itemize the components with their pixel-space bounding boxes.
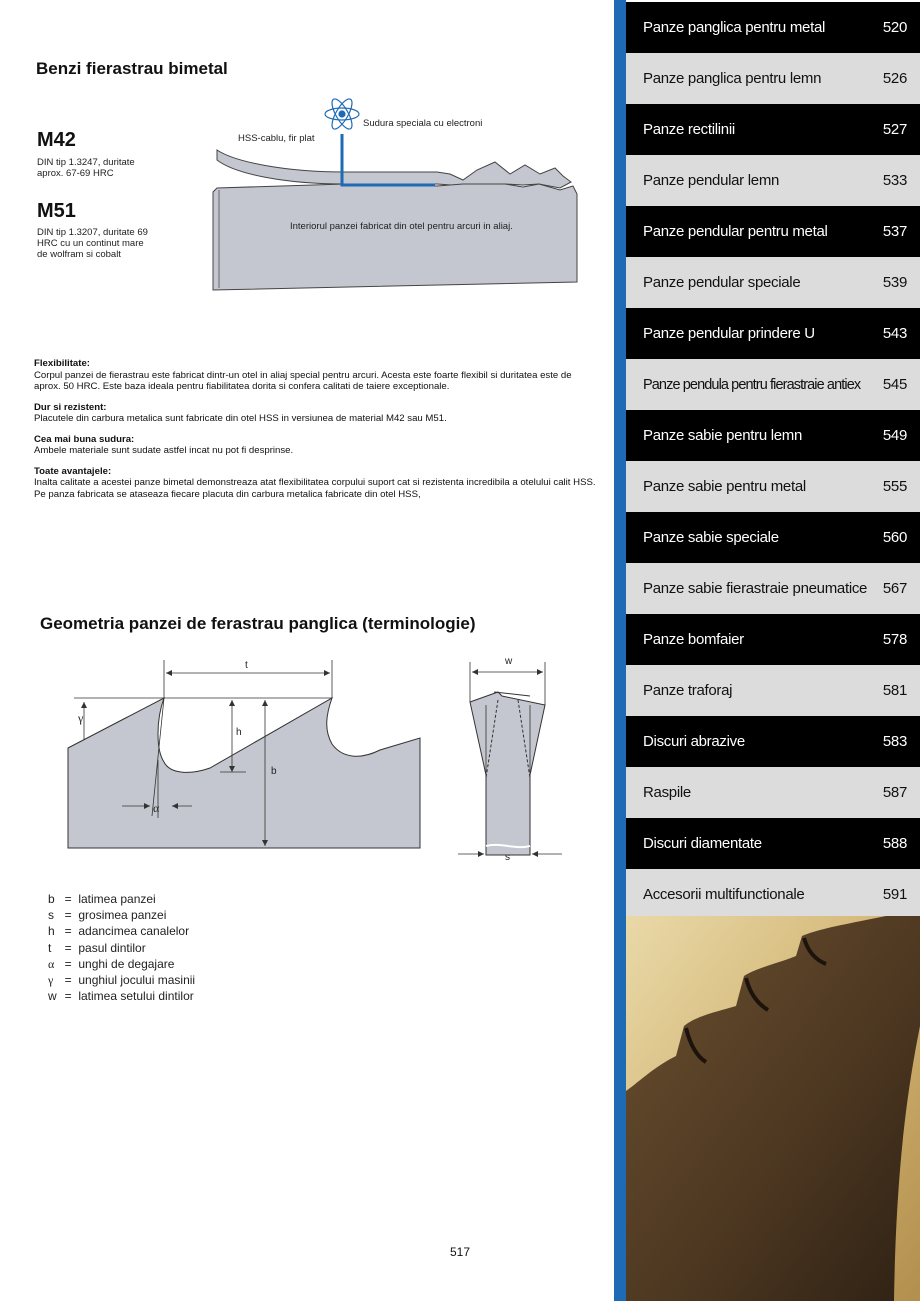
sidebar-item-page: 560 bbox=[882, 529, 907, 546]
sidebar-item-label: Discuri abrazive bbox=[643, 733, 745, 750]
para-heading: Dur si rezistent: bbox=[34, 401, 107, 413]
sidebar-item-panze-sabie-pentru-lemn[interactable] bbox=[626, 410, 920, 461]
sidebar-item-label: Panze rectilinii bbox=[643, 121, 735, 138]
sidebar-item-panze-pendular-speciale[interactable] bbox=[626, 257, 920, 308]
para-heading: Cea mai buna sudura: bbox=[34, 433, 135, 445]
bimetal-blade-diagram bbox=[205, 92, 590, 297]
sidebar-item-label: Panze sabie speciale bbox=[643, 529, 779, 546]
sidebar-item-panze-sabie-fierastraie-pneumatice[interactable] bbox=[626, 563, 920, 614]
para-heading: Toate avantajele: bbox=[34, 465, 112, 477]
sidebar-item-label: Accesorii multifunctionale bbox=[643, 886, 805, 903]
sidebar-item-page: 537 bbox=[882, 223, 907, 240]
sidebar-item-label: Panze pendular lemn bbox=[643, 172, 780, 189]
legend-row: s = grosimea panzei bbox=[48, 908, 167, 923]
legend-row: b = latimea panzei bbox=[48, 892, 156, 906]
sidebar-item-raspile[interactable] bbox=[626, 767, 920, 818]
sidebar-item-page: 549 bbox=[882, 427, 907, 444]
set-width-diagram bbox=[450, 650, 575, 865]
sidebar-item-page: 555 bbox=[882, 478, 907, 495]
sidebar-accent-bar bbox=[614, 0, 626, 1301]
sidebar-item-label: Raspile bbox=[643, 784, 691, 801]
legend-row: γ = unghiul jocului masinii bbox=[48, 973, 196, 988]
grade-m51-desc: DIN tip 1.3207, duritate 69 HRC cu un continut mare de wolfram si cobalt bbox=[37, 227, 148, 260]
sidebar-item-discuri-diamentate[interactable] bbox=[626, 818, 920, 869]
sidebar-item-panze-sabie-pentru-metal[interactable] bbox=[626, 461, 920, 512]
sidebar-item-page: 527 bbox=[882, 121, 907, 138]
sidebar-item-label: Panze pendula pentru fierastraie antiex bbox=[643, 376, 861, 393]
sidebar-item-page: 545 bbox=[882, 376, 907, 393]
sidebar-item-label: Panze sabie pentru metal bbox=[643, 478, 806, 495]
sidebar-item-panze-panglica-pentru-metal[interactable] bbox=[626, 2, 920, 53]
sidebar-item-label: Panze pendular pentru metal bbox=[643, 223, 828, 240]
label-b: b bbox=[271, 766, 277, 777]
sidebar-item-accesorii-multifunctionale[interactable] bbox=[626, 869, 920, 920]
sidebar-item-page: 539 bbox=[882, 274, 907, 291]
sidebar-item-page: 588 bbox=[882, 835, 907, 852]
sidebar-item-panze-pendula-pentru-fierastraie-antiex[interactable] bbox=[626, 359, 920, 410]
sidebar-item-page: 587 bbox=[882, 784, 907, 801]
para-text: Placutele din carbura metalica sunt fabricate din otel HSS in versiunea de material M42 sau M51. bbox=[34, 413, 447, 424]
sidebar-item-label: Panze bomfaier bbox=[643, 631, 744, 648]
sidebar-item-panze-sabie-speciale[interactable] bbox=[626, 512, 920, 563]
sidebar-item-page: 581 bbox=[882, 682, 907, 699]
grade-m51-name: M51 bbox=[37, 200, 76, 222]
label-s: s bbox=[505, 852, 510, 863]
sidebar-item-panze-traforaj[interactable] bbox=[626, 665, 920, 716]
legend bbox=[48, 891, 195, 1004]
para-heading: Flexibilitate: bbox=[34, 358, 90, 369]
sidebar-item-label: Discuri diamentate bbox=[643, 835, 762, 852]
sidebar-item-page: 520 bbox=[882, 19, 907, 36]
para-welding bbox=[34, 434, 599, 457]
para-flexibility bbox=[34, 358, 599, 393]
label-body: Interiorul panzei fabricat din otel pentru arcuri in aliaj. bbox=[290, 221, 513, 232]
legend-row: w = latimea setului dintilor bbox=[48, 989, 194, 1004]
sidebar-item-panze-pendular-lemn[interactable] bbox=[626, 155, 920, 206]
atom-icon bbox=[325, 96, 359, 131]
para-text: Inalta calitate a acestei panze bimetal demonstreaza atat flexibilitatea corpului suport cat si rezistenta incredibila a otelului calit HSS. Pe panza fabricata se ataseaza fiecare placuta din carbura metalica fabricate din otel HSS, bbox=[34, 477, 596, 500]
sidebar-item-page: 578 bbox=[882, 631, 907, 648]
sidebar-item-label: Panze panglica pentru metal bbox=[643, 19, 826, 36]
sidebar-item-discuri-abrazive[interactable] bbox=[626, 716, 920, 767]
label-gamma: γ bbox=[78, 711, 84, 725]
section-title-bimetal: Benzi fierastrau bimetal bbox=[36, 59, 228, 78]
sidebar-item-page: 543 bbox=[882, 325, 907, 342]
label-hss: HSS-cablu, fir plat bbox=[238, 133, 315, 144]
sidebar-item-label: Panze traforaj bbox=[643, 682, 733, 699]
sidebar-item-label: Panze pendular speciale bbox=[643, 274, 801, 291]
page-number: 517 bbox=[450, 1245, 471, 1259]
saw-blade-photo bbox=[626, 916, 920, 1301]
legend-row: t = pasul dintilor bbox=[48, 940, 146, 955]
label-h: h bbox=[236, 727, 242, 738]
para-advantages bbox=[34, 466, 599, 501]
section-title-geometry: Geometria panzei de ferastrau panglica (terminologie) bbox=[40, 614, 476, 633]
sidebar-item-page: 583 bbox=[882, 733, 907, 750]
sidebar-item-panze-rectilinii[interactable] bbox=[626, 104, 920, 155]
para-text: Ambele materiale sunt sudate astfel incat nu pot fi desprinse. bbox=[34, 445, 294, 456]
label-w: w bbox=[505, 656, 513, 667]
sidebar-item-label: Panze pendular prindere U bbox=[643, 325, 815, 342]
para-text: Corpul panzei de fierastrau este fabricat dintr-un otel in aliaj special pentru arcuri. Acesta este foarte flexibil si duritatea este de aprox. 50 HRC. Este baza ideala pentru fiabilitatea dorita si confera calitati de taiere exceptionale. bbox=[34, 369, 572, 392]
sidebar-item-page: 533 bbox=[882, 172, 907, 189]
grade-m42-desc: DIN tip 1.3247, duritate aprox. 67-69 HRC bbox=[37, 157, 135, 179]
text-block bbox=[34, 358, 599, 509]
sidebar-item-page: 526 bbox=[882, 70, 907, 87]
sidebar-item-panze-pendular-prindere-u[interactable] bbox=[626, 308, 920, 359]
sidebar-item-page: 567 bbox=[882, 580, 907, 597]
sidebar-item-label: Panze panglica pentru lemn bbox=[643, 70, 822, 87]
label-weld: Sudura speciala cu electroni bbox=[363, 118, 483, 129]
tooth-geometry-diagram bbox=[60, 650, 430, 860]
sidebar-item-page: 591 bbox=[882, 886, 907, 903]
label-alpha: α bbox=[153, 801, 160, 815]
label-t: t bbox=[245, 660, 248, 671]
para-hardness bbox=[34, 402, 599, 425]
grade-m42-name: M42 bbox=[37, 129, 76, 151]
sidebar-item-label: Panze sabie pentru lemn bbox=[643, 427, 803, 444]
legend-row: h = adancimea canalelor bbox=[48, 924, 190, 939]
sidebar-item-panze-panglica-pentru-lemn[interactable] bbox=[626, 53, 920, 104]
sidebar-item-label: Panze sabie fierastraie pneumatice bbox=[643, 580, 868, 597]
legend-row: α = unghi de degajare bbox=[48, 956, 175, 971]
sidebar-item-panze-bomfaier[interactable] bbox=[626, 614, 920, 665]
sidebar-item-panze-pendular-pentru-metal[interactable] bbox=[626, 206, 920, 257]
